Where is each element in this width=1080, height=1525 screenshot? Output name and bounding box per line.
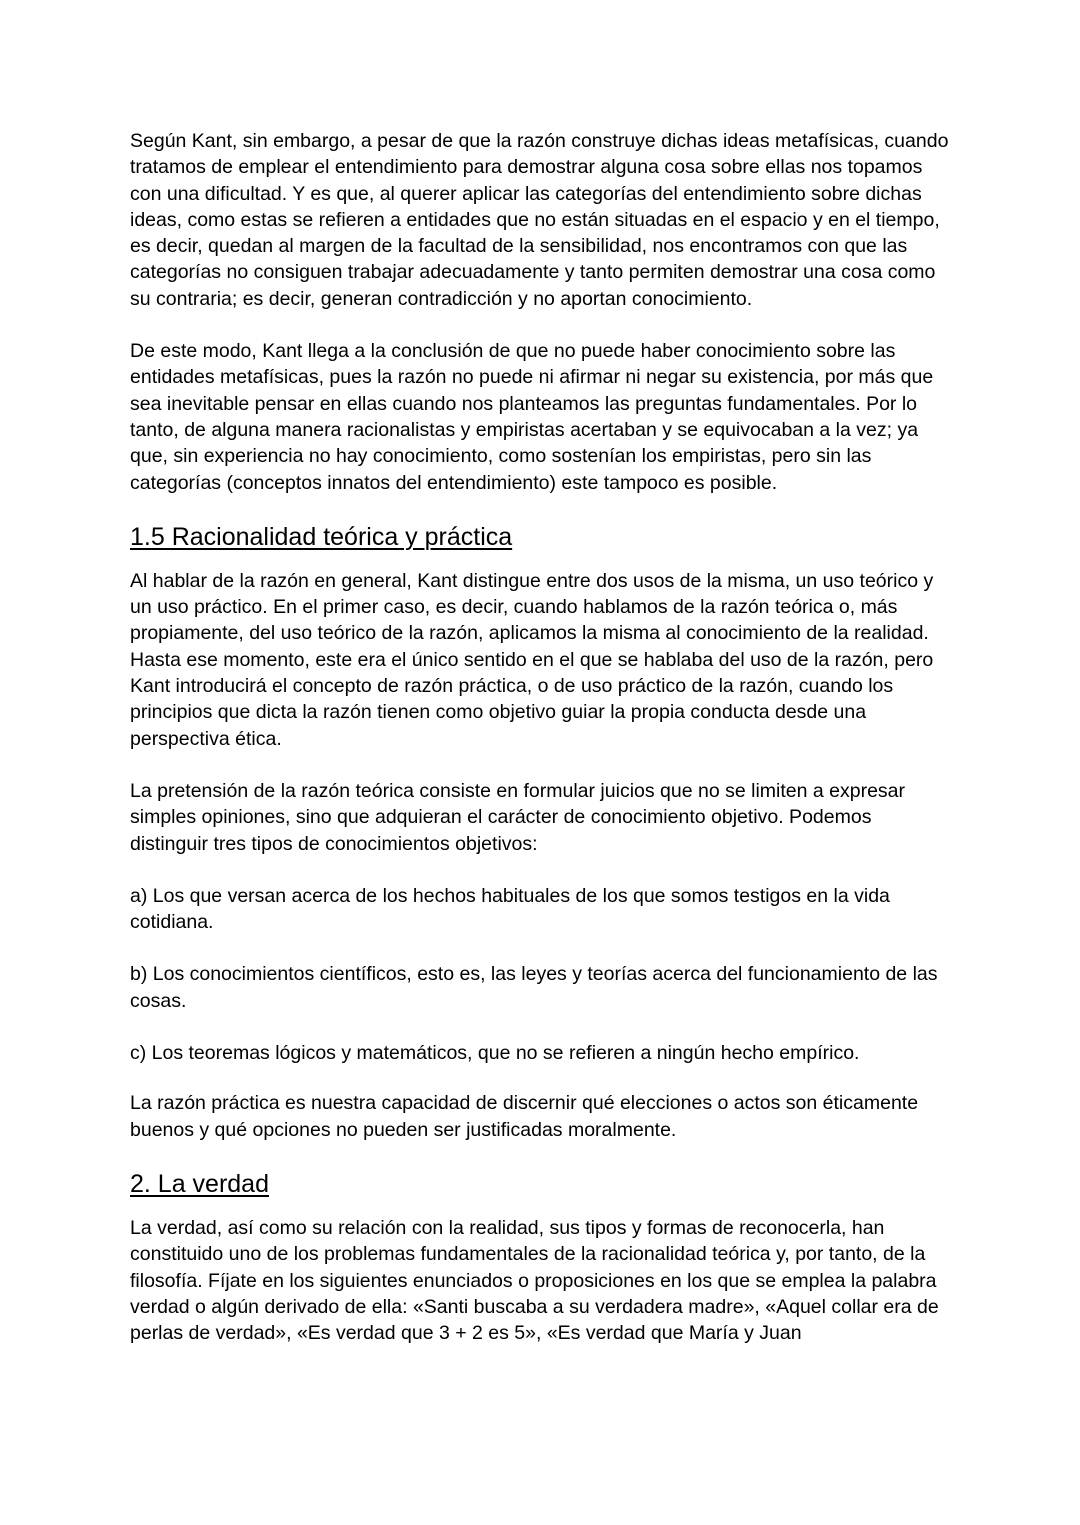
section-heading-racionalidad: 1.5 Racionalidad teórica y práctica — [130, 522, 513, 551]
list-item-b: b) Los conocimientos científicos, esto es, las leyes y teorías acerca del funcionamiento de las cosas. — [130, 963, 938, 1012]
paragraph-usos-razon: Al hablar de la razón en general, Kant distingue entre dos usos de la misma, un uso teórico y un uso práctico. En el primer caso, es decir, cuando hablamos de la razón teórica o, más propiamente, del uso teórico de la razón, aplicamos la misma al conocimiento de la realidad. Hasta ese momento, este era el único sentido en el que se hablaba del uso de la razón, pero Kant introducirá el concepto de razón práctica, o de uso práctico de la razón, cuando los principios que dicta la razón tienen como objetivo guiar la propia conducta desde una perspectiva ética. — [130, 569, 934, 750]
list-item-c: c) Los teoremas lógicos y matemáticos, que no se refieren a ningún hecho empírico. — [130, 1042, 860, 1065]
paragraph-razon-practica: La razón práctica es nuestra capacidad de discernir qué elecciones o actos son éticamente buenos y qué opciones no pueden ser justificadas moralmente. — [130, 1092, 919, 1141]
paragraph-conclusion-metafisica: De este modo, Kant llega a la conclusión de que no puede haber conocimiento sobre las entidades metafísicas, pues la razón no puede ni afirmar ni negar su existencia, por más que sea inevitable pensar en ellas cuando nos planteamos las preguntas fundamentales. Por lo tanto, de alguna manera racionalistas y empiristas acertaban y se equivocaban a la vez; ya que, sin experiencia no hay conocimiento, como sostenían los empiristas, pero sin las categorías (conceptos innatos del entendimiento) este tampoco es posible. — [130, 340, 934, 494]
list-item-a: a) Los que versan acerca de los hechos habituales de los que somos testigos en la vida cotidiana. — [130, 884, 890, 934]
paragraph-kant-dificultad: Según Kant, sin embargo, a pesar de que la razón construye dichas ideas metafísicas, cuando tratamos de emplear el entendimiento para demostrar alguna cosa sobre ellas nos topamos con una dificultad. Y es que, al querer aplicar las categorías del entendimiento sobre dichas ideas, como estas se refieren a entidades que no están situadas en el espacio y en el tiempo, es decir, quedan al margen de la facultad de la sensibilidad, nos encontramos con que las categorías no consiguen trabajar adecuadamente y tanto permiten demostrar una cosa como su contraria; es decir, generan contradicción y no aportan conocimiento. — [130, 130, 949, 310]
document-page — [130, 128, 950, 1372]
paragraph-razon-teorica: La pretensión de la razón teórica consiste en formular juicios que no se limiten a expresar simples opiniones, sino que adquieran el carácter de conocimiento objetivo. Podemos distinguir tres tipos de conocimientos objetivos: — [130, 779, 906, 855]
paragraph-verdad: La verdad, así como su relación con la realidad, sus tipos y formas de reconocerla, han constituido uno de los problemas fundamentales de la racionalidad teórica y, por tanto, de la filosofía. Fíjate en los siguientes enunciados o proposiciones en los que se emplea la palabra verdad o algún derivado de ella: «Santi buscaba a su verdadera madre», «Aquel collar era de perlas de verdad», «Es verdad que 3 + 2 es 5», «Es verdad que María y Juan — [130, 1216, 939, 1345]
section-heading-verdad: 2. La verdad — [130, 1169, 269, 1198]
